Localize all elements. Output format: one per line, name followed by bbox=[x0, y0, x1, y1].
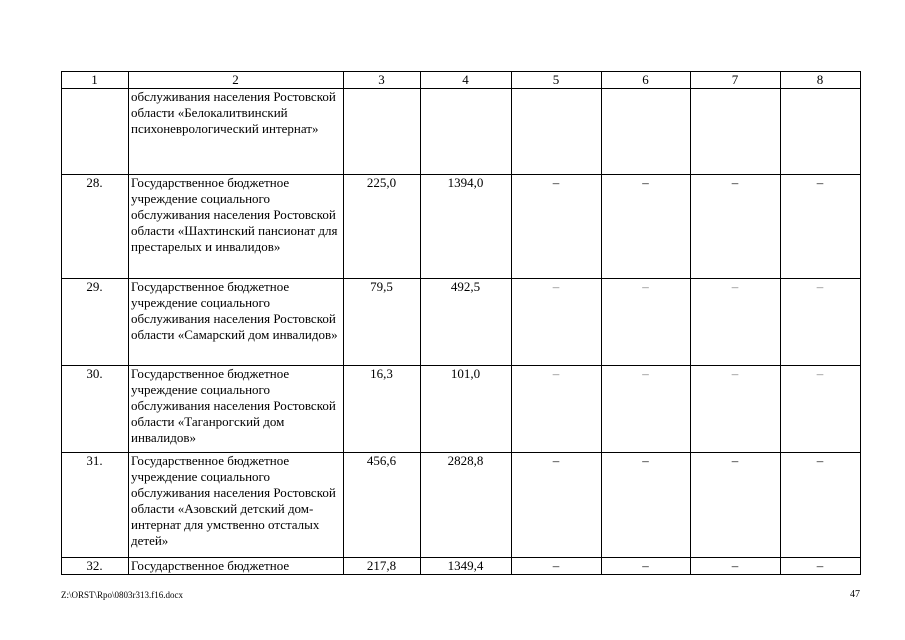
row-name: Государственное бюджетное учреждение социального обслуживания населения Ростовской области «Шахтинский пансионат для престарелых и инвалидов» bbox=[129, 175, 344, 279]
row-value-7: – bbox=[691, 279, 781, 366]
row-value-4 bbox=[421, 89, 512, 175]
row-value-8: – bbox=[781, 558, 861, 575]
footer-file-path: Z:\ORST\Rpo\0803r313.f16.docx bbox=[61, 590, 183, 600]
row-name: Государственное бюджетное bbox=[129, 558, 344, 575]
row-value-3: 456,6 bbox=[344, 453, 421, 558]
row-value-4: 492,5 bbox=[421, 279, 512, 366]
row-value-6: – bbox=[602, 558, 691, 575]
row-name: Государственное бюджетное учреждение социального обслуживания населения Ростовской области «Азовский детский дом-интернат для умственно отсталых детей» bbox=[129, 453, 344, 558]
row-value-6 bbox=[602, 89, 691, 175]
row-number: 29. bbox=[62, 279, 129, 366]
column-header: 6 bbox=[602, 72, 691, 89]
row-value-7 bbox=[691, 89, 781, 175]
row-value-5 bbox=[512, 89, 602, 175]
data-table bbox=[61, 71, 861, 575]
row-value-5: – bbox=[512, 175, 602, 279]
column-header: 3 bbox=[344, 72, 421, 89]
row-value-8: – bbox=[781, 453, 861, 558]
table-row bbox=[62, 558, 861, 575]
row-value-4: 1349,4 bbox=[421, 558, 512, 575]
table-row bbox=[62, 89, 861, 175]
row-value-4: 1394,0 bbox=[421, 175, 512, 279]
row-name: обслуживания населения Ростовской области «Белокалитвинский психоневрологический интернат» bbox=[129, 89, 344, 175]
row-value-6: – bbox=[602, 453, 691, 558]
column-header: 5 bbox=[512, 72, 602, 89]
row-value-3 bbox=[344, 89, 421, 175]
row-number: 31. bbox=[62, 453, 129, 558]
row-value-7: – bbox=[691, 453, 781, 558]
table-row bbox=[62, 175, 861, 279]
row-value-5: – bbox=[512, 558, 602, 575]
row-value-6: – bbox=[602, 366, 691, 453]
row-value-8: – bbox=[781, 279, 861, 366]
row-value-8: – bbox=[781, 366, 861, 453]
page-number: 47 bbox=[850, 589, 860, 600]
row-value-5: – bbox=[512, 453, 602, 558]
table-row bbox=[62, 453, 861, 558]
row-number bbox=[62, 89, 129, 175]
row-value-6: – bbox=[602, 279, 691, 366]
row-value-7: – bbox=[691, 558, 781, 575]
table-row bbox=[62, 366, 861, 453]
column-header: 1 bbox=[62, 72, 129, 89]
row-name: Государственное бюджетное учреждение социального обслуживания населения Ростовской области «Таганрогский дом инвалидов» bbox=[129, 366, 344, 453]
row-value-3: 79,5 bbox=[344, 279, 421, 366]
row-value-4: 2828,8 bbox=[421, 453, 512, 558]
row-number: 30. bbox=[62, 366, 129, 453]
row-value-8 bbox=[781, 89, 861, 175]
row-number: 32. bbox=[62, 558, 129, 575]
row-value-5: – bbox=[512, 366, 602, 453]
table-row bbox=[62, 279, 861, 366]
row-value-3: 217,8 bbox=[344, 558, 421, 575]
row-value-3: 16,3 bbox=[344, 366, 421, 453]
row-value-3: 225,0 bbox=[344, 175, 421, 279]
row-value-4: 101,0 bbox=[421, 366, 512, 453]
column-header: 7 bbox=[691, 72, 781, 89]
row-value-5: – bbox=[512, 279, 602, 366]
row-value-7: – bbox=[691, 175, 781, 279]
row-name: Государственное бюджетное учреждение социального обслуживания населения Ростовской области «Самарский дом инвалидов» bbox=[129, 279, 344, 366]
row-number: 28. bbox=[62, 175, 129, 279]
column-header: 2 bbox=[129, 72, 344, 89]
row-value-6: – bbox=[602, 175, 691, 279]
header-row bbox=[62, 72, 861, 89]
column-header: 4 bbox=[421, 72, 512, 89]
column-header: 8 bbox=[781, 72, 861, 89]
row-value-8: – bbox=[781, 175, 861, 279]
row-value-7: – bbox=[691, 366, 781, 453]
